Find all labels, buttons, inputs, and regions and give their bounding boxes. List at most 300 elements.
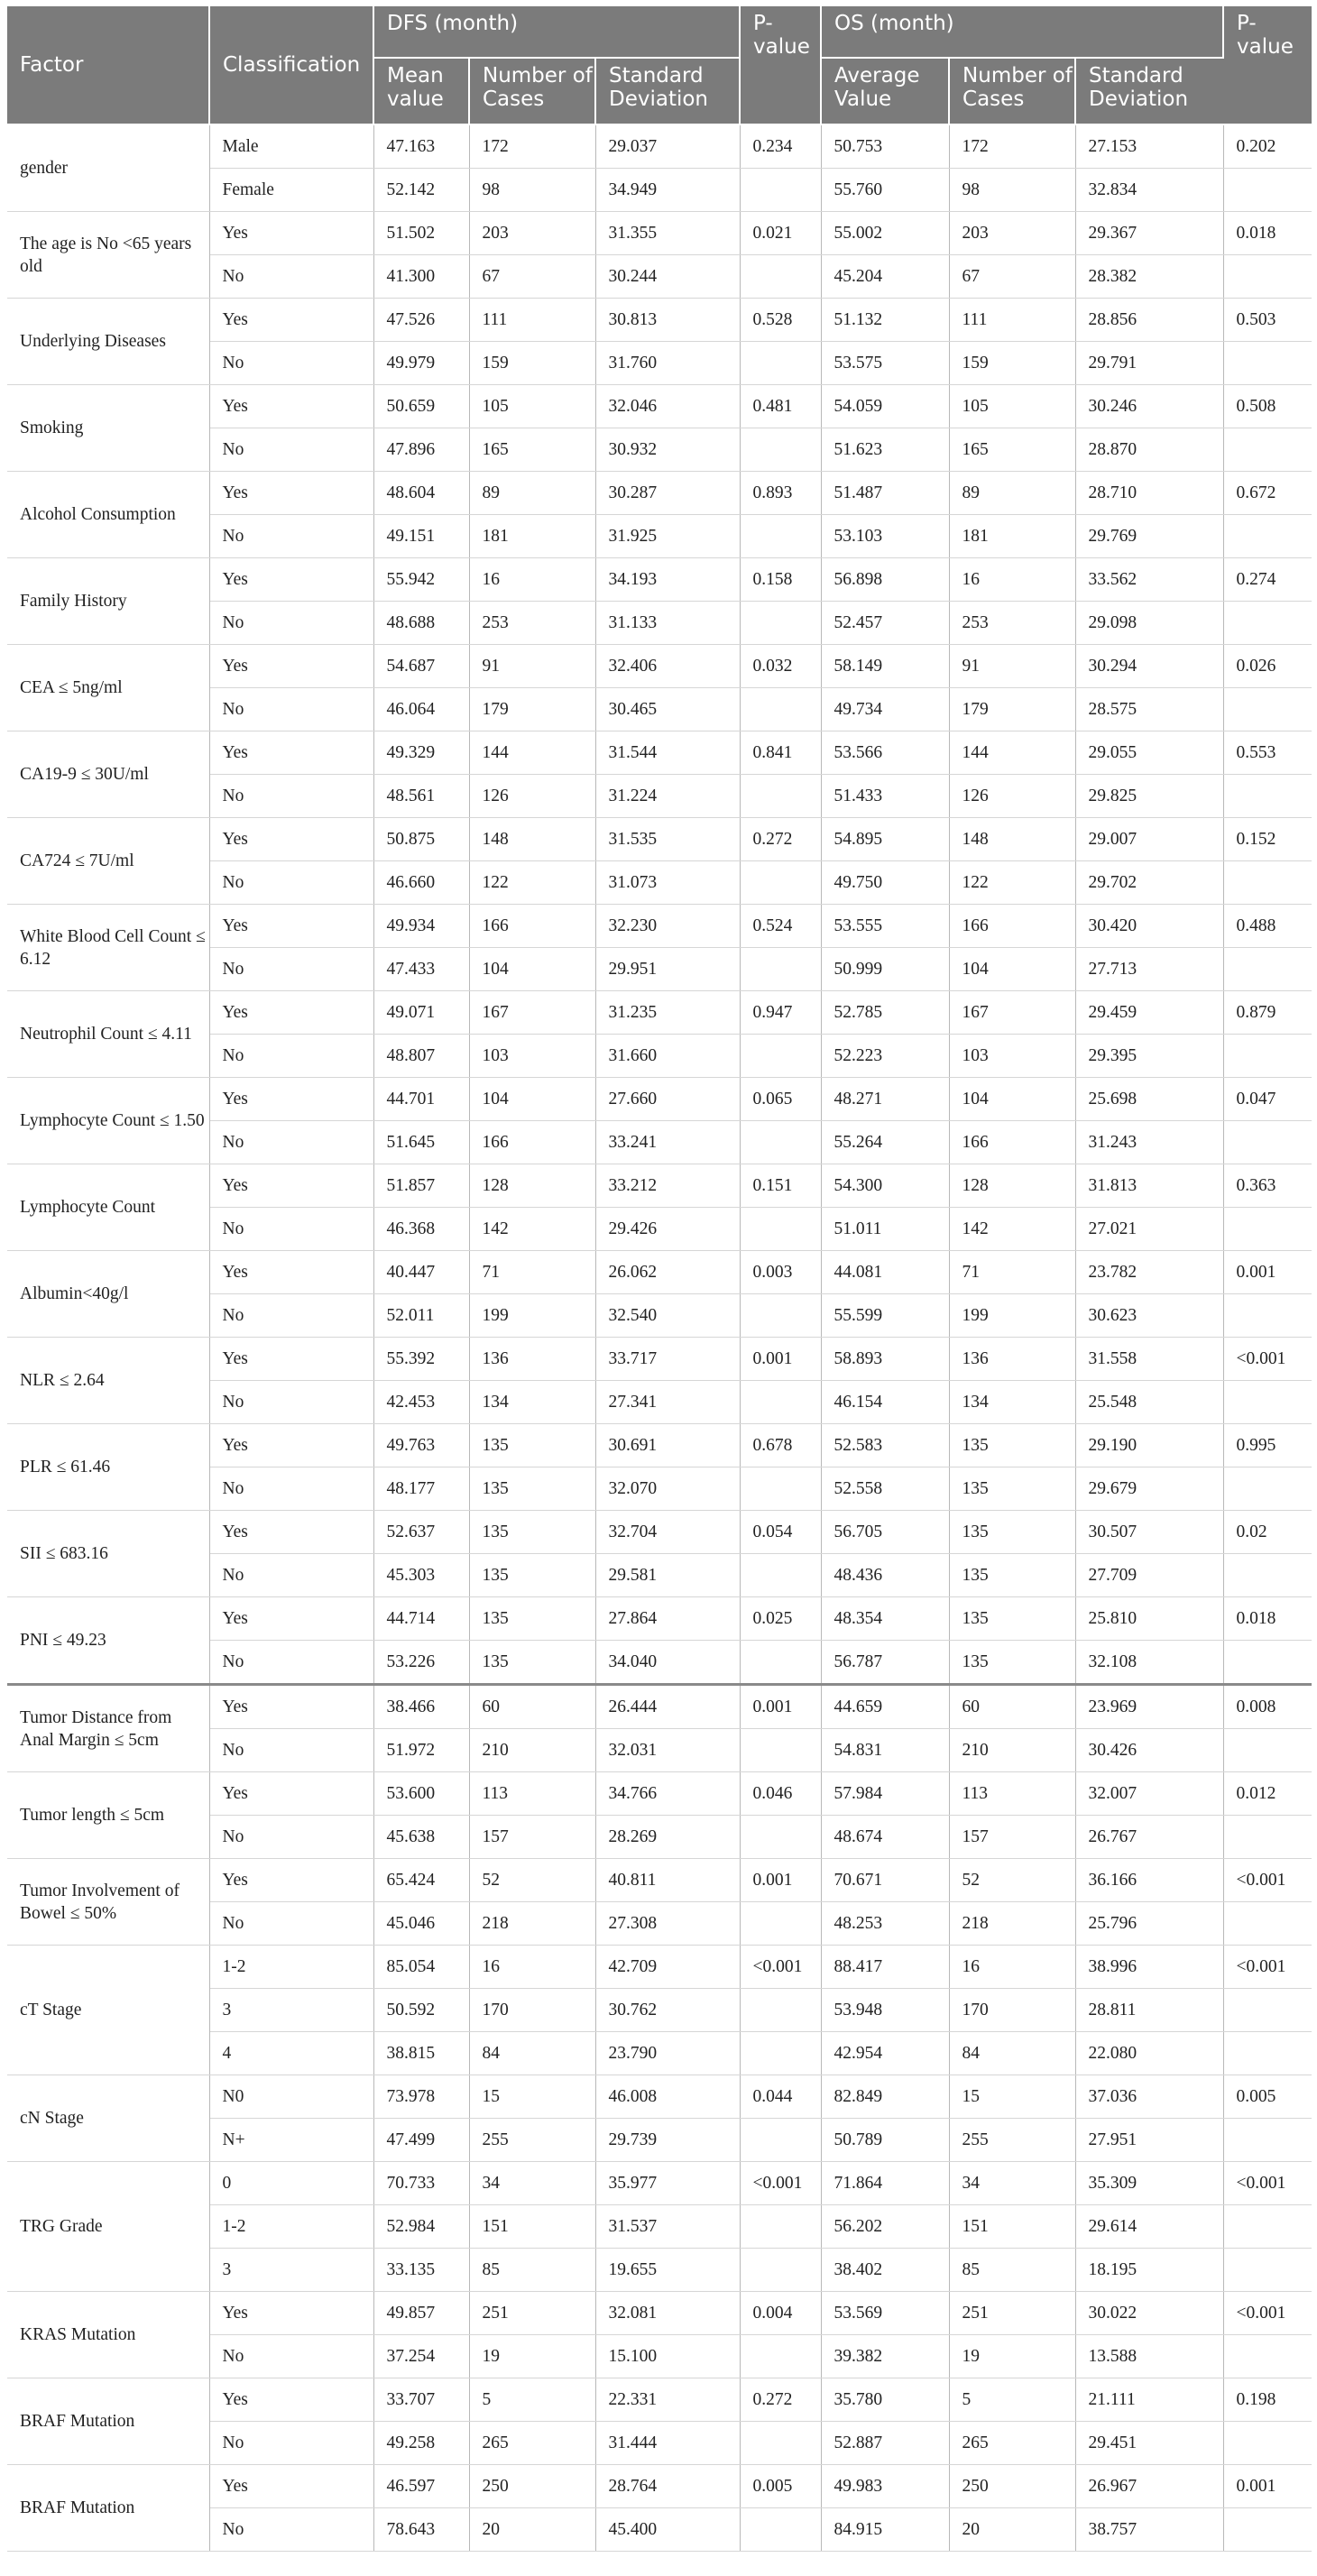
classification-cell: No xyxy=(209,2335,373,2378)
dfs-mean-cell: 37.254 xyxy=(373,2335,469,2378)
dfs-p-value-cell: 0.005 xyxy=(740,2465,821,2508)
dfs-cases-cell: 251 xyxy=(469,2292,595,2335)
os-sd-cell: 29.367 xyxy=(1075,212,1223,255)
header-dfs-group: DFS (month) xyxy=(373,6,740,58)
os-sd-cell: 29.007 xyxy=(1075,818,1223,861)
dfs-p-value-cell xyxy=(740,1641,821,1685)
dfs-sd-cell: 46.008 xyxy=(595,2075,740,2119)
classification-cell: 0 xyxy=(209,2162,373,2205)
os-p-value-cell: 0.508 xyxy=(1223,385,1312,428)
os-sd-cell: 30.507 xyxy=(1075,1511,1223,1554)
dfs-p-value-cell xyxy=(740,1121,821,1164)
dfs-sd-cell: 34.193 xyxy=(595,558,740,602)
os-sd-cell: 38.996 xyxy=(1075,1946,1223,1989)
classification-cell: Female xyxy=(209,169,373,212)
dfs-cases-cell: 104 xyxy=(469,1078,595,1121)
os-p-value-cell xyxy=(1223,2508,1312,2552)
os-sd-cell: 29.055 xyxy=(1075,731,1223,775)
factor-cell: BRAF Mutation xyxy=(7,2378,209,2465)
classification-cell: Yes xyxy=(209,1597,373,1641)
os-cases-cell: 104 xyxy=(949,1078,1075,1121)
dfs-mean-cell: 50.875 xyxy=(373,818,469,861)
os-p-value-cell xyxy=(1223,1035,1312,1078)
dfs-p-value-cell xyxy=(740,2249,821,2292)
os-sd-cell: 29.679 xyxy=(1075,1467,1223,1511)
dfs-sd-cell: 26.444 xyxy=(595,1685,740,1729)
dfs-mean-cell: 70.733 xyxy=(373,2162,469,2205)
os-sd-cell: 29.451 xyxy=(1075,2422,1223,2465)
factor-cell: TRG Grade xyxy=(7,2162,209,2292)
os-mean-cell: 50.789 xyxy=(821,2119,949,2162)
os-p-value-cell: 0.001 xyxy=(1223,2465,1312,2508)
dfs-p-value-cell: 0.481 xyxy=(740,385,821,428)
header-dfs-p-value: P-value xyxy=(740,6,821,124)
os-p-value-cell xyxy=(1223,1641,1312,1685)
os-sd-cell: 27.021 xyxy=(1075,1208,1223,1251)
os-cases-cell: 203 xyxy=(949,212,1075,255)
os-cases-cell: 142 xyxy=(949,1208,1075,1251)
dfs-sd-cell: 31.444 xyxy=(595,2422,740,2465)
classification-cell: Yes xyxy=(209,299,373,342)
os-p-value-cell: 0.995 xyxy=(1223,1424,1312,1467)
dfs-p-value-cell xyxy=(740,1035,821,1078)
dfs-sd-cell: 30.287 xyxy=(595,472,740,515)
os-mean-cell: 45.204 xyxy=(821,255,949,299)
dfs-mean-cell: 53.226 xyxy=(373,1641,469,1685)
os-sd-cell: 28.856 xyxy=(1075,299,1223,342)
dfs-cases-cell: 144 xyxy=(469,731,595,775)
os-cases-cell: 134 xyxy=(949,1381,1075,1424)
os-mean-cell: 50.753 xyxy=(821,124,949,169)
dfs-p-value-cell xyxy=(740,2205,821,2249)
dfs-p-value-cell xyxy=(740,1902,821,1946)
dfs-p-value-cell: 0.001 xyxy=(740,1859,821,1902)
classification-cell: No xyxy=(209,1902,373,1946)
dfs-mean-cell: 48.177 xyxy=(373,1467,469,1511)
dfs-p-value-cell: 0.947 xyxy=(740,991,821,1035)
os-cases-cell: 157 xyxy=(949,1816,1075,1859)
header-classification: Classification xyxy=(209,6,373,124)
classification-cell: Male xyxy=(209,124,373,169)
dfs-p-value-cell xyxy=(740,255,821,299)
table-row xyxy=(7,2162,1312,2205)
table-row xyxy=(7,2378,1312,2422)
dfs-mean-cell: 47.896 xyxy=(373,428,469,472)
os-p-value-cell xyxy=(1223,2422,1312,2465)
os-sd-cell: 29.459 xyxy=(1075,991,1223,1035)
dfs-p-value-cell xyxy=(740,515,821,558)
os-cases-cell: 15 xyxy=(949,2075,1075,2119)
dfs-cases-cell: 142 xyxy=(469,1208,595,1251)
os-mean-cell: 54.895 xyxy=(821,818,949,861)
os-cases-cell: 89 xyxy=(949,472,1075,515)
dfs-mean-cell: 49.329 xyxy=(373,731,469,775)
dfs-sd-cell: 32.081 xyxy=(595,2292,740,2335)
header-dfs-sd: Standard Deviation xyxy=(595,58,740,124)
classification-cell: Yes xyxy=(209,472,373,515)
os-mean-cell: 51.011 xyxy=(821,1208,949,1251)
os-cases-cell: 166 xyxy=(949,1121,1075,1164)
os-p-value-cell: 0.879 xyxy=(1223,991,1312,1035)
os-cases-cell: 16 xyxy=(949,558,1075,602)
os-p-value-cell xyxy=(1223,948,1312,991)
classification-cell: 3 xyxy=(209,2249,373,2292)
os-p-value-cell: 0.008 xyxy=(1223,1685,1312,1729)
os-p-value-cell xyxy=(1223,1467,1312,1511)
os-mean-cell: 53.569 xyxy=(821,2292,949,2335)
dfs-cases-cell: 135 xyxy=(469,1641,595,1685)
os-p-value-cell xyxy=(1223,515,1312,558)
os-cases-cell: 91 xyxy=(949,645,1075,688)
dfs-mean-cell: 33.135 xyxy=(373,2249,469,2292)
dfs-cases-cell: 135 xyxy=(469,1597,595,1641)
os-p-value-cell xyxy=(1223,1208,1312,1251)
os-p-value-cell: <0.001 xyxy=(1223,2292,1312,2335)
os-p-value-cell xyxy=(1223,255,1312,299)
os-sd-cell: 23.969 xyxy=(1075,1685,1223,1729)
os-p-value-cell: 0.553 xyxy=(1223,731,1312,775)
os-p-value-cell xyxy=(1223,1902,1312,1946)
dfs-cases-cell: 148 xyxy=(469,818,595,861)
dfs-mean-cell: 51.645 xyxy=(373,1121,469,1164)
dfs-cases-cell: 170 xyxy=(469,1989,595,2032)
os-p-value-cell: 0.363 xyxy=(1223,1164,1312,1208)
os-mean-cell: 56.202 xyxy=(821,2205,949,2249)
dfs-p-value-cell: 0.044 xyxy=(740,2075,821,2119)
dfs-sd-cell: 31.073 xyxy=(595,861,740,905)
os-sd-cell: 30.420 xyxy=(1075,905,1223,948)
os-p-value-cell xyxy=(1223,2249,1312,2292)
factor-cell: Underlying Diseases xyxy=(7,299,209,385)
os-p-value-cell: 0.018 xyxy=(1223,1597,1312,1641)
os-cases-cell: 265 xyxy=(949,2422,1075,2465)
table-row xyxy=(7,1597,1312,1641)
dfs-cases-cell: 135 xyxy=(469,1554,595,1597)
table-row xyxy=(7,2292,1312,2335)
os-p-value-cell: 0.202 xyxy=(1223,124,1312,169)
os-sd-cell: 30.623 xyxy=(1075,1294,1223,1338)
classification-cell: Yes xyxy=(209,2292,373,2335)
header-factor: Factor xyxy=(7,6,209,124)
os-mean-cell: 51.132 xyxy=(821,299,949,342)
os-sd-cell: 29.098 xyxy=(1075,602,1223,645)
dfs-p-value-cell xyxy=(740,602,821,645)
dfs-mean-cell: 49.071 xyxy=(373,991,469,1035)
factor-cell: Family History xyxy=(7,558,209,645)
classification-cell: No xyxy=(209,1294,373,1338)
os-sd-cell: 25.796 xyxy=(1075,1902,1223,1946)
dfs-p-value-cell xyxy=(740,1381,821,1424)
dfs-sd-cell: 29.426 xyxy=(595,1208,740,1251)
dfs-p-value-cell xyxy=(740,1729,821,1772)
dfs-sd-cell: 35.977 xyxy=(595,2162,740,2205)
os-sd-cell: 33.562 xyxy=(1075,558,1223,602)
os-cases-cell: 251 xyxy=(949,2292,1075,2335)
dfs-p-value-cell: 0.021 xyxy=(740,212,821,255)
os-mean-cell: 84.915 xyxy=(821,2508,949,2552)
dfs-sd-cell: 31.760 xyxy=(595,342,740,385)
header-os-p-value: P-value xyxy=(1223,6,1312,124)
dfs-sd-cell: 30.762 xyxy=(595,1989,740,2032)
classification-cell: No xyxy=(209,428,373,472)
os-mean-cell: 52.558 xyxy=(821,1467,949,1511)
os-cases-cell: 179 xyxy=(949,688,1075,731)
classification-cell: Yes xyxy=(209,818,373,861)
dfs-sd-cell: 27.341 xyxy=(595,1381,740,1424)
os-sd-cell: 28.870 xyxy=(1075,428,1223,472)
os-mean-cell: 52.583 xyxy=(821,1424,949,1467)
dfs-mean-cell: 38.815 xyxy=(373,2032,469,2075)
dfs-mean-cell: 44.714 xyxy=(373,1597,469,1641)
dfs-cases-cell: 60 xyxy=(469,1685,595,1729)
dfs-cases-cell: 103 xyxy=(469,1035,595,1078)
os-mean-cell: 71.864 xyxy=(821,2162,949,2205)
dfs-mean-cell: 45.638 xyxy=(373,1816,469,1859)
os-mean-cell: 55.002 xyxy=(821,212,949,255)
dfs-p-value-cell: 0.065 xyxy=(740,1078,821,1121)
classification-cell: No xyxy=(209,515,373,558)
os-mean-cell: 56.705 xyxy=(821,1511,949,1554)
dfs-cases-cell: 122 xyxy=(469,861,595,905)
dfs-p-value-cell xyxy=(740,2335,821,2378)
os-sd-cell: 22.080 xyxy=(1075,2032,1223,2075)
os-mean-cell: 54.831 xyxy=(821,1729,949,1772)
dfs-p-value-cell xyxy=(740,1816,821,1859)
dfs-sd-cell: 30.691 xyxy=(595,1424,740,1467)
dfs-cases-cell: 104 xyxy=(469,948,595,991)
dfs-mean-cell: 52.142 xyxy=(373,169,469,212)
os-cases-cell: 253 xyxy=(949,602,1075,645)
os-p-value-cell: <0.001 xyxy=(1223,1338,1312,1381)
os-cases-cell: 135 xyxy=(949,1511,1075,1554)
os-p-value-cell: 0.005 xyxy=(1223,2075,1312,2119)
factor-cell: KRAS Mutation xyxy=(7,2292,209,2378)
dfs-cases-cell: 111 xyxy=(469,299,595,342)
classification-cell: N+ xyxy=(209,2119,373,2162)
classification-cell: Yes xyxy=(209,1772,373,1816)
classification-cell: 1-2 xyxy=(209,2205,373,2249)
factor-cell: White Blood Cell Count ≤ 6.12 xyxy=(7,905,209,991)
dfs-p-value-cell xyxy=(740,1467,821,1511)
os-mean-cell: 49.734 xyxy=(821,688,949,731)
os-mean-cell: 48.674 xyxy=(821,1816,949,1859)
dfs-cases-cell: 19 xyxy=(469,2335,595,2378)
dfs-p-value-cell: 0.032 xyxy=(740,645,821,688)
classification-cell: Yes xyxy=(209,1685,373,1729)
dfs-mean-cell: 41.300 xyxy=(373,255,469,299)
table-body xyxy=(7,124,1312,2552)
os-sd-cell: 30.246 xyxy=(1075,385,1223,428)
os-mean-cell: 58.893 xyxy=(821,1338,949,1381)
os-sd-cell: 28.382 xyxy=(1075,255,1223,299)
dfs-p-value-cell xyxy=(740,2119,821,2162)
table-row xyxy=(7,905,1312,948)
os-mean-cell: 39.382 xyxy=(821,2335,949,2378)
os-cases-cell: 148 xyxy=(949,818,1075,861)
os-sd-cell: 27.709 xyxy=(1075,1554,1223,1597)
os-cases-cell: 19 xyxy=(949,2335,1075,2378)
table-row xyxy=(7,124,1312,169)
dfs-p-value-cell xyxy=(740,2508,821,2552)
classification-cell: No xyxy=(209,861,373,905)
dfs-p-value-cell: 0.054 xyxy=(740,1511,821,1554)
os-sd-cell: 25.548 xyxy=(1075,1381,1223,1424)
dfs-p-value-cell xyxy=(740,1208,821,1251)
os-sd-cell: 27.951 xyxy=(1075,2119,1223,2162)
dfs-sd-cell: 29.739 xyxy=(595,2119,740,2162)
dfs-sd-cell: 27.864 xyxy=(595,1597,740,1641)
dfs-sd-cell: 15.100 xyxy=(595,2335,740,2378)
table-row xyxy=(7,1685,1312,1729)
os-sd-cell: 31.813 xyxy=(1075,1164,1223,1208)
os-sd-cell: 29.791 xyxy=(1075,342,1223,385)
os-mean-cell: 46.154 xyxy=(821,1381,949,1424)
os-mean-cell: 70.671 xyxy=(821,1859,949,1902)
classification-cell: 4 xyxy=(209,2032,373,2075)
dfs-cases-cell: 265 xyxy=(469,2422,595,2465)
dfs-sd-cell: 32.031 xyxy=(595,1729,740,1772)
os-cases-cell: 111 xyxy=(949,299,1075,342)
os-mean-cell: 48.253 xyxy=(821,1902,949,1946)
os-cases-cell: 172 xyxy=(949,124,1075,169)
table-row xyxy=(7,212,1312,255)
dfs-cases-cell: 98 xyxy=(469,169,595,212)
os-sd-cell: 32.834 xyxy=(1075,169,1223,212)
os-mean-cell: 44.659 xyxy=(821,1685,949,1729)
os-mean-cell: 53.575 xyxy=(821,342,949,385)
classification-cell: No xyxy=(209,1035,373,1078)
dfs-cases-cell: 255 xyxy=(469,2119,595,2162)
dfs-p-value-cell xyxy=(740,342,821,385)
factor-cell: PNI ≤ 49.23 xyxy=(7,1597,209,1685)
dfs-p-value-cell: 0.003 xyxy=(740,1251,821,1294)
dfs-mean-cell: 50.592 xyxy=(373,1989,469,2032)
dfs-sd-cell: 22.331 xyxy=(595,2378,740,2422)
os-p-value-cell: 0.152 xyxy=(1223,818,1312,861)
dfs-cases-cell: 218 xyxy=(469,1902,595,1946)
classification-cell: Yes xyxy=(209,212,373,255)
os-mean-cell: 51.433 xyxy=(821,775,949,818)
factor-cell: PLR ≤ 61.46 xyxy=(7,1424,209,1511)
classification-cell: Yes xyxy=(209,991,373,1035)
dfs-cases-cell: 136 xyxy=(469,1338,595,1381)
dfs-mean-cell: 45.303 xyxy=(373,1554,469,1597)
dfs-cases-cell: 199 xyxy=(469,1294,595,1338)
os-sd-cell: 30.022 xyxy=(1075,2292,1223,2335)
dfs-cases-cell: 135 xyxy=(469,1467,595,1511)
dfs-mean-cell: 49.258 xyxy=(373,2422,469,2465)
dfs-cases-cell: 15 xyxy=(469,2075,595,2119)
os-sd-cell: 18.195 xyxy=(1075,2249,1223,2292)
dfs-mean-cell: 55.392 xyxy=(373,1338,469,1381)
dfs-p-value-cell xyxy=(740,1989,821,2032)
os-p-value-cell xyxy=(1223,169,1312,212)
os-p-value-cell xyxy=(1223,342,1312,385)
dfs-cases-cell: 166 xyxy=(469,1121,595,1164)
dfs-mean-cell: 78.643 xyxy=(373,2508,469,2552)
dfs-p-value-cell xyxy=(740,861,821,905)
os-cases-cell: 135 xyxy=(949,1424,1075,1467)
dfs-p-value-cell xyxy=(740,169,821,212)
os-p-value-cell: <0.001 xyxy=(1223,1859,1312,1902)
os-sd-cell: 38.757 xyxy=(1075,2508,1223,2552)
dfs-p-value-cell: <0.001 xyxy=(740,2162,821,2205)
classification-cell: No xyxy=(209,602,373,645)
dfs-cases-cell: 253 xyxy=(469,602,595,645)
dfs-cases-cell: 34 xyxy=(469,2162,595,2205)
dfs-cases-cell: 203 xyxy=(469,212,595,255)
table-row xyxy=(7,731,1312,775)
dfs-sd-cell: 40.811 xyxy=(595,1859,740,1902)
dfs-mean-cell: 49.857 xyxy=(373,2292,469,2335)
os-cases-cell: 60 xyxy=(949,1685,1075,1729)
os-sd-cell: 28.710 xyxy=(1075,472,1223,515)
dfs-cases-cell: 20 xyxy=(469,2508,595,2552)
os-cases-cell: 113 xyxy=(949,1772,1075,1816)
os-cases-cell: 67 xyxy=(949,255,1075,299)
dfs-p-value-cell: 0.841 xyxy=(740,731,821,775)
os-sd-cell: 29.614 xyxy=(1075,2205,1223,2249)
dfs-p-value-cell xyxy=(740,2422,821,2465)
dfs-p-value-cell: 0.678 xyxy=(740,1424,821,1467)
dfs-mean-cell: 51.857 xyxy=(373,1164,469,1208)
os-cases-cell: 84 xyxy=(949,2032,1075,2075)
factor-cell: SII ≤ 683.16 xyxy=(7,1511,209,1597)
classification-cell: No xyxy=(209,1381,373,1424)
dfs-sd-cell: 31.925 xyxy=(595,515,740,558)
dfs-mean-cell: 53.600 xyxy=(373,1772,469,1816)
os-mean-cell: 49.983 xyxy=(821,2465,949,2508)
dfs-sd-cell: 31.660 xyxy=(595,1035,740,1078)
factor-cell: cT Stage xyxy=(7,1946,209,2075)
header-dfs-cases: Number of Cases xyxy=(469,58,595,124)
os-cases-cell: 98 xyxy=(949,169,1075,212)
os-cases-cell: 255 xyxy=(949,2119,1075,2162)
dfs-cases-cell: 151 xyxy=(469,2205,595,2249)
os-cases-cell: 103 xyxy=(949,1035,1075,1078)
dfs-mean-cell: 48.604 xyxy=(373,472,469,515)
table-row xyxy=(7,1424,1312,1467)
classification-cell: Yes xyxy=(209,1251,373,1294)
table-row xyxy=(7,818,1312,861)
dfs-cases-cell: 84 xyxy=(469,2032,595,2075)
dfs-sd-cell: 33.241 xyxy=(595,1121,740,1164)
dfs-sd-cell: 32.070 xyxy=(595,1467,740,1511)
os-sd-cell: 27.153 xyxy=(1075,124,1223,169)
os-mean-cell: 88.417 xyxy=(821,1946,949,1989)
dfs-p-value-cell: 0.046 xyxy=(740,1772,821,1816)
dfs-cases-cell: 172 xyxy=(469,124,595,169)
os-cases-cell: 136 xyxy=(949,1338,1075,1381)
dfs-p-value-cell: 0.025 xyxy=(740,1597,821,1641)
os-sd-cell: 21.111 xyxy=(1075,2378,1223,2422)
header-os-mean: Average Value xyxy=(821,58,949,124)
os-cases-cell: 135 xyxy=(949,1467,1075,1511)
factor-cell: Smoking xyxy=(7,385,209,472)
classification-cell: No xyxy=(209,1554,373,1597)
dfs-sd-cell: 27.308 xyxy=(595,1902,740,1946)
os-mean-cell: 53.555 xyxy=(821,905,949,948)
os-cases-cell: 166 xyxy=(949,905,1075,948)
classification-cell: No xyxy=(209,688,373,731)
factor-cell: Lymphocyte Count xyxy=(7,1164,209,1251)
dfs-mean-cell: 49.151 xyxy=(373,515,469,558)
os-p-value-cell xyxy=(1223,2032,1312,2075)
table-row xyxy=(7,558,1312,602)
os-p-value-cell xyxy=(1223,1729,1312,1772)
os-p-value-cell xyxy=(1223,2335,1312,2378)
os-p-value-cell xyxy=(1223,1554,1312,1597)
